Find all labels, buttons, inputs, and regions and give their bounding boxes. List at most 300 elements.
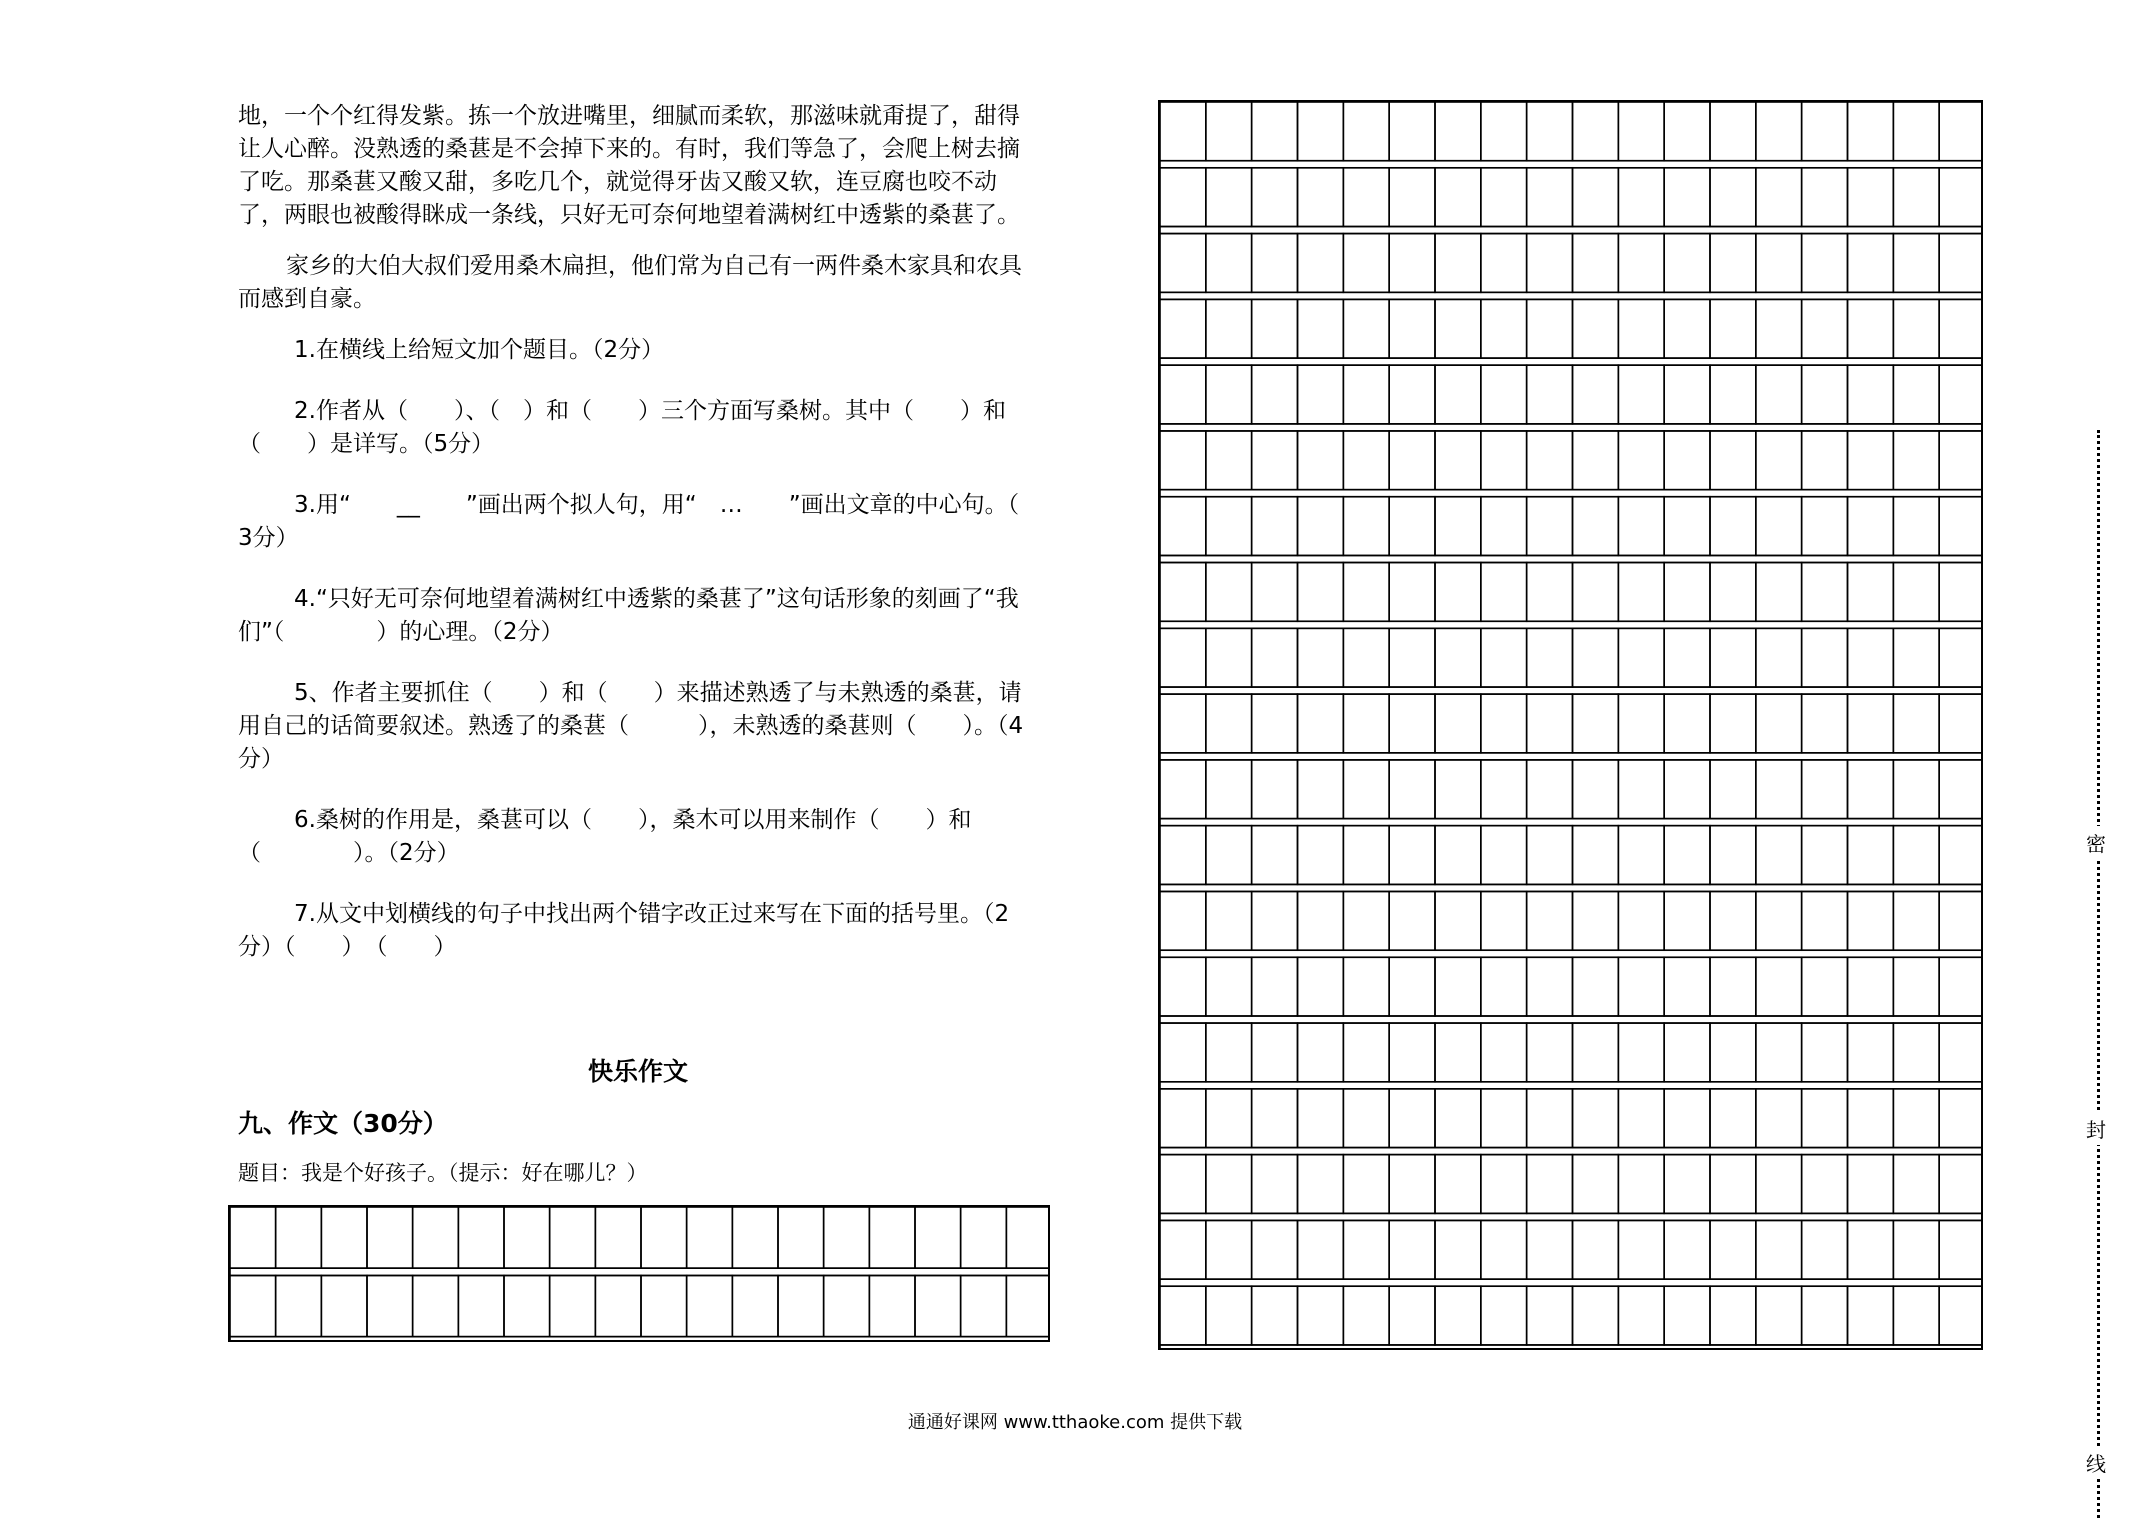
grid-cell[interactable] <box>1206 234 1252 293</box>
grid-cell[interactable] <box>1527 168 1573 227</box>
grid-cell[interactable] <box>1756 957 1802 1016</box>
grid-cell[interactable] <box>1618 1286 1664 1345</box>
grid-cell[interactable] <box>1298 957 1344 1016</box>
grid-cell[interactable] <box>1343 957 1389 1016</box>
grid-cell[interactable] <box>1389 694 1435 753</box>
grid-cell[interactable] <box>1848 760 1894 819</box>
grid-cell[interactable] <box>1252 957 1298 1016</box>
grid-cell[interactable] <box>1893 299 1939 358</box>
grid-cell[interactable] <box>1298 1023 1344 1082</box>
grid-cell[interactable] <box>1252 694 1298 753</box>
grid-cell[interactable] <box>1481 1089 1527 1148</box>
grid-cell[interactable] <box>1481 497 1527 556</box>
grid-cell[interactable] <box>504 1207 550 1268</box>
grid-cell[interactable] <box>550 1207 596 1268</box>
grid-cell[interactable] <box>1664 365 1710 424</box>
grid-cell[interactable] <box>1160 1023 1206 1082</box>
grid-cell[interactable] <box>1298 102 1344 161</box>
grid-cell[interactable] <box>1206 826 1252 885</box>
grid-cell[interactable] <box>1848 299 1894 358</box>
grid-cell[interactable] <box>1664 760 1710 819</box>
grid-cell[interactable] <box>778 1207 824 1268</box>
grid-cell[interactable] <box>1756 168 1802 227</box>
grid-cell[interactable] <box>732 1276 778 1337</box>
grid-cell[interactable] <box>1206 1286 1252 1345</box>
grid-cell[interactable] <box>961 1276 1007 1337</box>
grid-cell[interactable] <box>458 1207 504 1268</box>
grid-cell[interactable] <box>1573 628 1619 687</box>
grid-cell[interactable] <box>1848 234 1894 293</box>
grid-cell[interactable] <box>1710 694 1756 753</box>
grid-cell[interactable] <box>1481 1155 1527 1214</box>
grid-cell[interactable] <box>1939 760 1983 819</box>
grid-cell[interactable] <box>1710 1286 1756 1345</box>
grid-cell[interactable] <box>1527 431 1573 490</box>
grid-cell[interactable] <box>1435 760 1481 819</box>
grid-cell[interactable] <box>1206 1089 1252 1148</box>
grid-cell[interactable] <box>1848 826 1894 885</box>
grid-cell[interactable] <box>1893 694 1939 753</box>
grid-cell[interactable] <box>1573 1023 1619 1082</box>
grid-cell[interactable] <box>1343 1089 1389 1148</box>
grid-cell[interactable] <box>1206 168 1252 227</box>
grid-cell[interactable] <box>1252 1023 1298 1082</box>
grid-cell[interactable] <box>1435 168 1481 227</box>
grid-cell[interactable] <box>641 1276 687 1337</box>
grid-cell[interactable] <box>1252 1220 1298 1279</box>
grid-cell[interactable] <box>1006 1207 1050 1268</box>
grid-cell[interactable] <box>1618 694 1664 753</box>
grid-cell[interactable] <box>1939 234 1983 293</box>
grid-cell[interactable] <box>367 1207 413 1268</box>
grid-cell[interactable] <box>1435 234 1481 293</box>
grid-cell[interactable] <box>1573 694 1619 753</box>
grid-cell[interactable] <box>595 1207 641 1268</box>
grid-cell[interactable] <box>1893 628 1939 687</box>
grid-cell[interactable] <box>1848 628 1894 687</box>
grid-cell[interactable] <box>1710 1089 1756 1148</box>
grid-cell[interactable] <box>1939 1286 1983 1345</box>
grid-cell[interactable] <box>1481 431 1527 490</box>
grid-cell[interactable] <box>1756 1286 1802 1345</box>
grid-cell[interactable] <box>1389 1220 1435 1279</box>
grid-cell[interactable] <box>321 1276 367 1337</box>
grid-cell[interactable] <box>1435 563 1481 622</box>
grid-cell[interactable] <box>1160 694 1206 753</box>
grid-cell[interactable] <box>1389 234 1435 293</box>
grid-cell[interactable] <box>1481 891 1527 950</box>
grid-cell[interactable] <box>1573 234 1619 293</box>
grid-cell[interactable] <box>1435 694 1481 753</box>
grid-cell[interactable] <box>1435 891 1481 950</box>
grid-cell[interactable] <box>1206 563 1252 622</box>
grid-cell[interactable] <box>1206 431 1252 490</box>
grid-cell[interactable] <box>1939 694 1983 753</box>
grid-cell[interactable] <box>1664 1023 1710 1082</box>
grid-cell[interactable] <box>1435 1155 1481 1214</box>
grid-cell[interactable] <box>961 1207 1007 1268</box>
grid-cell[interactable] <box>1939 102 1983 161</box>
grid-cell[interactable] <box>1710 497 1756 556</box>
grid-cell[interactable] <box>1710 826 1756 885</box>
grid-cell[interactable] <box>1710 102 1756 161</box>
grid-cell[interactable] <box>1573 957 1619 1016</box>
grid-cell[interactable] <box>1893 826 1939 885</box>
grid-cell[interactable] <box>1435 102 1481 161</box>
grid-cell[interactable] <box>1252 760 1298 819</box>
grid-cell[interactable] <box>1573 826 1619 885</box>
grid-cell[interactable] <box>1710 563 1756 622</box>
grid-cell[interactable] <box>1710 957 1756 1016</box>
grid-cell[interactable] <box>1343 760 1389 819</box>
grid-cell[interactable] <box>1160 563 1206 622</box>
grid-cell[interactable] <box>1160 431 1206 490</box>
grid-cell[interactable] <box>1893 1286 1939 1345</box>
grid-cell[interactable] <box>687 1276 733 1337</box>
grid-cell[interactable] <box>1618 497 1664 556</box>
grid-cell[interactable] <box>458 1276 504 1337</box>
grid-cell[interactable] <box>1573 891 1619 950</box>
grid-cell[interactable] <box>1848 365 1894 424</box>
grid-cell[interactable] <box>1252 431 1298 490</box>
grid-cell[interactable] <box>1802 497 1848 556</box>
grid-cell[interactable] <box>687 1207 733 1268</box>
grid-cell[interactable] <box>1802 1220 1848 1279</box>
grid-cell[interactable] <box>1802 957 1848 1016</box>
grid-cell[interactable] <box>1298 234 1344 293</box>
grid-cell[interactable] <box>230 1207 276 1268</box>
grid-cell[interactable] <box>1802 1155 1848 1214</box>
grid-cell[interactable] <box>1389 628 1435 687</box>
grid-cell[interactable] <box>1160 628 1206 687</box>
grid-cell[interactable] <box>1802 628 1848 687</box>
grid-cell[interactable] <box>1618 826 1664 885</box>
grid-cell[interactable] <box>1939 1220 1983 1279</box>
grid-cell[interactable] <box>413 1276 459 1337</box>
grid-cell[interactable] <box>1298 497 1344 556</box>
grid-cell[interactable] <box>1527 628 1573 687</box>
grid-cell[interactable] <box>1160 234 1206 293</box>
grid-cell[interactable] <box>1481 102 1527 161</box>
grid-cell[interactable] <box>1893 1155 1939 1214</box>
grid-cell[interactable] <box>1298 168 1344 227</box>
grid-cell[interactable] <box>1252 234 1298 293</box>
grid-cell[interactable] <box>1298 891 1344 950</box>
grid-cell[interactable] <box>1160 760 1206 819</box>
grid-cell[interactable] <box>1893 563 1939 622</box>
grid-cell[interactable] <box>1756 760 1802 819</box>
grid-cell[interactable] <box>1206 102 1252 161</box>
grid-cell[interactable] <box>1527 563 1573 622</box>
grid-cell[interactable] <box>1848 1155 1894 1214</box>
grid-cell[interactable] <box>1802 1089 1848 1148</box>
grid-cell[interactable] <box>1298 299 1344 358</box>
grid-cell[interactable] <box>1160 1220 1206 1279</box>
grid-cell[interactable] <box>1893 431 1939 490</box>
grid-cell[interactable] <box>1435 1220 1481 1279</box>
grid-cell[interactable] <box>1848 1023 1894 1082</box>
grid-cell[interactable] <box>1710 299 1756 358</box>
grid-cell[interactable] <box>1756 826 1802 885</box>
grid-cell[interactable] <box>1756 563 1802 622</box>
grid-cell[interactable] <box>1160 299 1206 358</box>
grid-cell[interactable] <box>1893 957 1939 1016</box>
grid-cell[interactable] <box>1618 168 1664 227</box>
grid-cell[interactable] <box>1618 891 1664 950</box>
grid-cell[interactable] <box>1298 1220 1344 1279</box>
grid-cell[interactable] <box>1298 563 1344 622</box>
grid-cell[interactable] <box>1893 234 1939 293</box>
grid-cell[interactable] <box>1893 365 1939 424</box>
grid-cell[interactable] <box>1481 168 1527 227</box>
grid-cell[interactable] <box>1848 957 1894 1016</box>
grid-cell[interactable] <box>1527 957 1573 1016</box>
grid-cell[interactable] <box>1573 760 1619 819</box>
grid-cell[interactable] <box>1710 1220 1756 1279</box>
grid-cell[interactable] <box>1573 497 1619 556</box>
grid-cell[interactable] <box>1664 497 1710 556</box>
grid-cell[interactable] <box>869 1207 915 1268</box>
grid-cell[interactable] <box>1618 102 1664 161</box>
grid-cell[interactable] <box>1343 563 1389 622</box>
grid-cell[interactable] <box>1618 628 1664 687</box>
grid-cell[interactable] <box>1252 299 1298 358</box>
grid-cell[interactable] <box>732 1207 778 1268</box>
grid-cell[interactable] <box>1527 1155 1573 1214</box>
grid-cell[interactable] <box>1481 234 1527 293</box>
grid-cell[interactable] <box>1573 1155 1619 1214</box>
grid-cell[interactable] <box>1618 1089 1664 1148</box>
grid-cell[interactable] <box>1343 497 1389 556</box>
grid-cell[interactable] <box>1893 497 1939 556</box>
grid-cell[interactable] <box>1573 1089 1619 1148</box>
grid-cell[interactable] <box>1664 168 1710 227</box>
grid-cell[interactable] <box>1756 497 1802 556</box>
grid-cell[interactable] <box>1206 299 1252 358</box>
grid-cell[interactable] <box>321 1207 367 1268</box>
grid-cell[interactable] <box>1389 957 1435 1016</box>
grid-cell[interactable] <box>1343 1220 1389 1279</box>
grid-cell[interactable] <box>1343 891 1389 950</box>
writing-grid-large[interactable] <box>1158 100 1983 1350</box>
grid-cell[interactable] <box>1802 694 1848 753</box>
grid-cell[interactable] <box>1618 563 1664 622</box>
grid-cell[interactable] <box>1435 1286 1481 1345</box>
grid-cell[interactable] <box>1160 957 1206 1016</box>
grid-cell[interactable] <box>1298 694 1344 753</box>
grid-cell[interactable] <box>1710 365 1756 424</box>
grid-cell[interactable] <box>1618 1220 1664 1279</box>
grid-cell[interactable] <box>1252 102 1298 161</box>
grid-cell[interactable] <box>1893 1023 1939 1082</box>
grid-cell[interactable] <box>1389 1286 1435 1345</box>
grid-cell[interactable] <box>550 1276 596 1337</box>
grid-cell[interactable] <box>1573 431 1619 490</box>
grid-cell[interactable] <box>1343 431 1389 490</box>
grid-cell[interactable] <box>1710 891 1756 950</box>
grid-cell[interactable] <box>504 1276 550 1337</box>
grid-cell[interactable] <box>1435 497 1481 556</box>
grid-cell[interactable] <box>1939 168 1983 227</box>
grid-cell[interactable] <box>1939 365 1983 424</box>
grid-cell[interactable] <box>1618 431 1664 490</box>
grid-cell[interactable] <box>1618 299 1664 358</box>
grid-cell[interactable] <box>1664 1286 1710 1345</box>
grid-cell[interactable] <box>1710 234 1756 293</box>
grid-cell[interactable] <box>1435 1023 1481 1082</box>
grid-cell[interactable] <box>1756 431 1802 490</box>
grid-cell[interactable] <box>1802 1023 1848 1082</box>
grid-cell[interactable] <box>1710 628 1756 687</box>
grid-cell[interactable] <box>1206 760 1252 819</box>
grid-cell[interactable] <box>1298 365 1344 424</box>
grid-cell[interactable] <box>1939 957 1983 1016</box>
grid-cell[interactable] <box>1252 497 1298 556</box>
grid-cell[interactable] <box>276 1276 322 1337</box>
grid-cell[interactable] <box>1664 1220 1710 1279</box>
grid-cell[interactable] <box>1710 1155 1756 1214</box>
grid-cell[interactable] <box>1573 365 1619 424</box>
grid-cell[interactable] <box>1160 365 1206 424</box>
grid-cell[interactable] <box>915 1276 961 1337</box>
grid-cell[interactable] <box>1802 891 1848 950</box>
grid-cell[interactable] <box>1527 1220 1573 1279</box>
grid-cell[interactable] <box>1939 299 1983 358</box>
grid-cell[interactable] <box>1573 102 1619 161</box>
grid-cell[interactable] <box>1893 891 1939 950</box>
grid-cell[interactable] <box>915 1207 961 1268</box>
grid-cell[interactable] <box>1206 891 1252 950</box>
grid-cell[interactable] <box>1664 826 1710 885</box>
grid-cell[interactable] <box>1389 1089 1435 1148</box>
grid-cell[interactable] <box>1710 760 1756 819</box>
grid-cell[interactable] <box>1435 957 1481 1016</box>
grid-cell[interactable] <box>1343 168 1389 227</box>
grid-cell[interactable] <box>1893 1220 1939 1279</box>
grid-cell[interactable] <box>1573 1286 1619 1345</box>
grid-cell[interactable] <box>1389 102 1435 161</box>
grid-cell[interactable] <box>1848 1089 1894 1148</box>
grid-cell[interactable] <box>1527 234 1573 293</box>
grid-cell[interactable] <box>1893 760 1939 819</box>
grid-cell[interactable] <box>1252 891 1298 950</box>
grid-cell[interactable] <box>1527 1023 1573 1082</box>
writing-grid-small[interactable] <box>228 1205 1050 1342</box>
grid-cell[interactable] <box>1481 365 1527 424</box>
grid-cell[interactable] <box>1481 957 1527 1016</box>
grid-cell[interactable] <box>1939 563 1983 622</box>
grid-cell[interactable] <box>1527 365 1573 424</box>
grid-cell[interactable] <box>1206 628 1252 687</box>
grid-cell[interactable] <box>1802 1286 1848 1345</box>
grid-cell[interactable] <box>1435 365 1481 424</box>
grid-cell[interactable] <box>367 1276 413 1337</box>
grid-cell[interactable] <box>869 1276 915 1337</box>
grid-cell[interactable] <box>1206 497 1252 556</box>
grid-cell[interactable] <box>413 1207 459 1268</box>
grid-cell[interactable] <box>1939 628 1983 687</box>
grid-cell[interactable] <box>1389 1155 1435 1214</box>
grid-cell[interactable] <box>1939 891 1983 950</box>
grid-cell[interactable] <box>1298 1089 1344 1148</box>
grid-cell[interactable] <box>1664 431 1710 490</box>
grid-cell[interactable] <box>1343 628 1389 687</box>
grid-cell[interactable] <box>1343 1023 1389 1082</box>
grid-cell[interactable] <box>1343 826 1389 885</box>
grid-cell[interactable] <box>230 1276 276 1337</box>
grid-cell[interactable] <box>1802 563 1848 622</box>
grid-cell[interactable] <box>1343 234 1389 293</box>
grid-cell[interactable] <box>1664 234 1710 293</box>
grid-cell[interactable] <box>1252 1155 1298 1214</box>
grid-cell[interactable] <box>1343 1286 1389 1345</box>
grid-cell[interactable] <box>1756 891 1802 950</box>
grid-cell[interactable] <box>1848 1286 1894 1345</box>
grid-cell[interactable] <box>1206 1155 1252 1214</box>
grid-cell[interactable] <box>1006 1276 1050 1337</box>
grid-cell[interactable] <box>276 1207 322 1268</box>
grid-cell[interactable] <box>1435 628 1481 687</box>
grid-cell[interactable] <box>1252 563 1298 622</box>
grid-cell[interactable] <box>1756 1220 1802 1279</box>
grid-cell[interactable] <box>1343 102 1389 161</box>
grid-cell[interactable] <box>1664 694 1710 753</box>
grid-cell[interactable] <box>1802 431 1848 490</box>
grid-cell[interactable] <box>1160 826 1206 885</box>
grid-cell[interactable] <box>1893 1089 1939 1148</box>
grid-cell[interactable] <box>1252 365 1298 424</box>
grid-cell[interactable] <box>1664 628 1710 687</box>
grid-cell[interactable] <box>1939 1023 1983 1082</box>
grid-cell[interactable] <box>1848 431 1894 490</box>
grid-cell[interactable] <box>1527 299 1573 358</box>
grid-cell[interactable] <box>1664 563 1710 622</box>
grid-cell[interactable] <box>1618 760 1664 819</box>
grid-cell[interactable] <box>1481 826 1527 885</box>
grid-cell[interactable] <box>1389 299 1435 358</box>
grid-cell[interactable] <box>1389 1023 1435 1082</box>
grid-cell[interactable] <box>1573 168 1619 227</box>
grid-cell[interactable] <box>1252 1286 1298 1345</box>
grid-cell[interactable] <box>1802 365 1848 424</box>
grid-cell[interactable] <box>1298 760 1344 819</box>
grid-cell[interactable] <box>1756 234 1802 293</box>
grid-cell[interactable] <box>1252 168 1298 227</box>
grid-cell[interactable] <box>1664 102 1710 161</box>
grid-cell[interactable] <box>1389 563 1435 622</box>
grid-cell[interactable] <box>1848 497 1894 556</box>
grid-cell[interactable] <box>1481 760 1527 819</box>
grid-cell[interactable] <box>1618 234 1664 293</box>
grid-cell[interactable] <box>1160 1286 1206 1345</box>
grid-cell[interactable] <box>1802 826 1848 885</box>
grid-cell[interactable] <box>1527 1286 1573 1345</box>
grid-cell[interactable] <box>1527 891 1573 950</box>
grid-cell[interactable] <box>1802 102 1848 161</box>
grid-cell[interactable] <box>1802 168 1848 227</box>
grid-cell[interactable] <box>1206 957 1252 1016</box>
grid-cell[interactable] <box>1802 760 1848 819</box>
grid-cell[interactable] <box>1848 563 1894 622</box>
grid-cell[interactable] <box>1160 1089 1206 1148</box>
grid-cell[interactable] <box>1298 1286 1344 1345</box>
grid-cell[interactable] <box>1252 826 1298 885</box>
grid-cell[interactable] <box>1848 168 1894 227</box>
grid-cell[interactable] <box>1939 497 1983 556</box>
grid-cell[interactable] <box>1618 957 1664 1016</box>
grid-cell[interactable] <box>1573 299 1619 358</box>
grid-cell[interactable] <box>1160 891 1206 950</box>
